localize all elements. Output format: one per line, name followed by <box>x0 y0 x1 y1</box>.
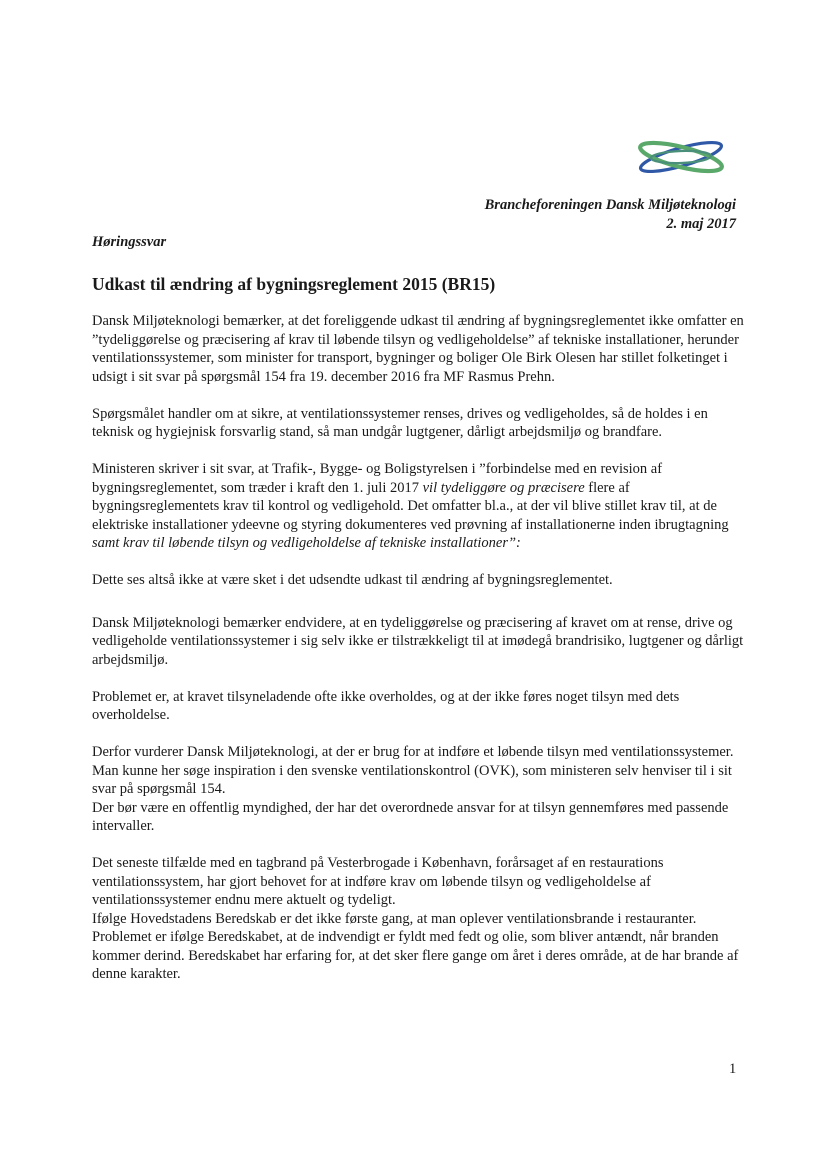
document-body <box>92 312 744 984</box>
document-title: Udkast til ændring af bygningsreglement 2015 (BR15) <box>92 274 496 294</box>
paragraph-10: Ifølge Hovedstadens Beredskab er det ikke første gang, at man oplever ventilationsbrande i restauranter. Problemet er ifølge Beredskabet, at de indvendigt er fyldt med fedt og olie, som bliver antændt, når branden kommer derind. Beredskabet har erfaring for, at det sker flere gange om året i deres område, at de har brande af denne karakter. <box>92 910 739 982</box>
paragraph-8: Der bør være en offentlig myndighed, der har det overordnede ansvar for at tilsyn gennemføres med passende intervaller. <box>92 799 729 834</box>
paragraph-6: Problemet er, at kravet tilsyneladende ofte ikke overholdes, og at der ikke føres noget tilsyn med dets overholdelse. <box>92 688 680 723</box>
page-number: 1 <box>729 1061 737 1077</box>
paragraph-3-emphasis-b: samt krav til løbende tilsyn og vedligeholdelse af tekniske installationer”: <box>92 535 521 551</box>
paragraph-3-text-b: flere af bygningsreglementets krav til kontrol og vedligehold. Det omfatter bl.a., at der vil blive stillet krav til, at de elektriske installationer ydeevne og styring dokumenteres ved prøvning af installationerne inden ibrugtagning <box>92 479 729 533</box>
paragraph-3 <box>92 460 744 553</box>
paragraph-3-emphasis-a: vil tydeliggøre og præcisere <box>422 479 585 496</box>
organization-logo-icon <box>634 136 728 178</box>
header-block <box>485 196 736 234</box>
paragraph-4: Dette ses altså ikke at være sket i det udsendte udkast til ændring af bygningsreglementet. <box>92 572 613 588</box>
paragraph-1: Dansk Miljøteknologi bemærker, at det foreliggende udkast til ændring af bygningsreglementet ikke omfatter en ”tydeliggørelse og præcisering af krav til løbende tilsyn og vedligeholdelse” af tekniske installationer, herunder ventilationssystemer, som minister for transport, bygninger og boliger Ole Birk Olesen har stillet folketinget i udsigt i sit svar på spørgsmål 154 fra 19. december 2016 fra MF Rasmus Prehn. <box>92 313 744 385</box>
paragraph-5: Dansk Miljøteknologi bemærker endvidere, at en tydeliggørelse og præcisering af kravet om at rense, drive og vedligeholde ventilationssystemer i sig selv ikke er tilstrækkeligt til at imødegå brandrisiko, lugtgener og dårligt arbejdsmiljø. <box>92 614 744 668</box>
paragraph-2: Spørgsmålet handler om at sikre, at ventilationssystemer renses, drives og vedligeholdes, så de holdes i en teknisk og hygiejnisk forsvarlig stand, så man undgår lugtgener, dårligt arbejdsmiljø og brandfare. <box>92 405 708 440</box>
paragraph-7: Derfor vurderer Dansk Miljøteknologi, at der er brug for at indføre et løbende tilsyn med ventilationssystemer. Man kunne her søge inspiration i den svenske ventilationskontrol (OVK), som ministeren selv henviser til i sit svar på spørgsmål 154. <box>92 744 734 797</box>
document-date: 2. maj 2017 <box>666 216 736 232</box>
organization-name: Brancheforeningen Dansk Miljøteknologi <box>484 197 736 213</box>
document-type: Høringssvar <box>92 234 167 250</box>
paragraph-9: Det seneste tilfælde med en tagbrand på Vesterbrogade i København, forårsaget af en restaurations ventilationssystem, har gjort behovet for at indføre krav om løbende tilsyn og vedligeholdelse af ventilationssystemer endnu mere aktuelt og tydeligt. <box>92 855 664 908</box>
paragraph-3-text-a: Ministeren skriver i sit svar, at Trafik-, Bygge- og Boligstyrelsen i ”forbindelse med en revision af bygningsreglementet, som træder i kraft den 1. juli 2017 <box>92 461 663 496</box>
